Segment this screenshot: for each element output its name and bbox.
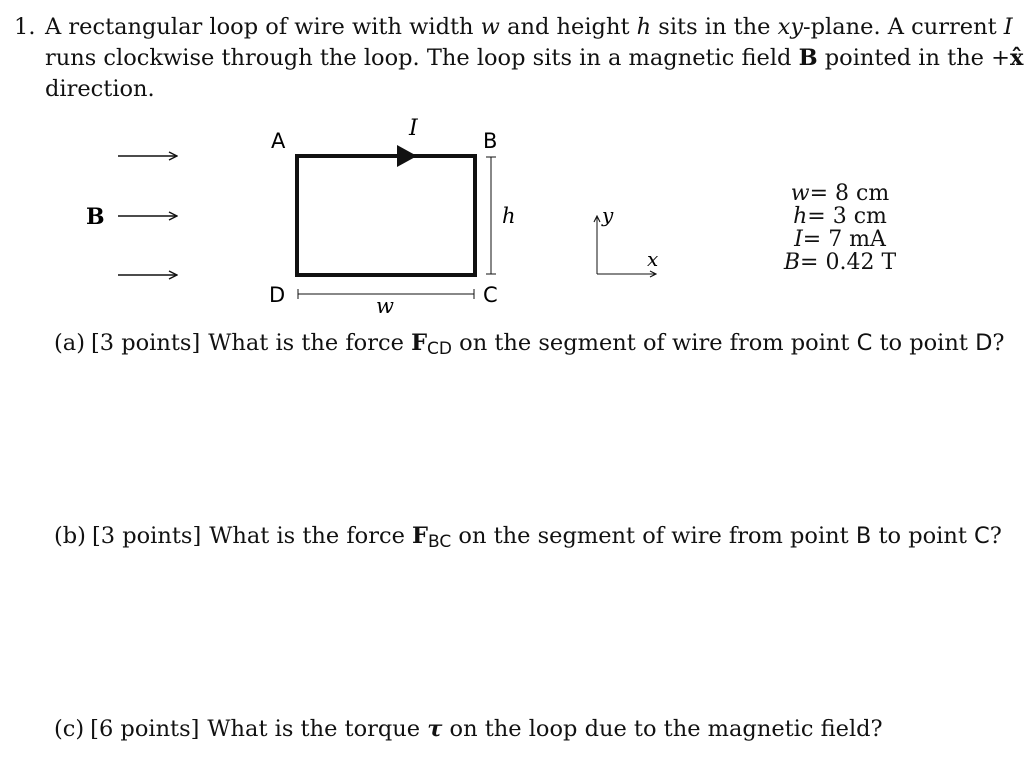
given-values — [770, 182, 910, 274]
x-axis-label: x — [647, 247, 659, 271]
height-dimension — [486, 157, 496, 274]
param-field: B = 0.42 T — [783, 250, 897, 275]
corner-label-b: B — [483, 129, 498, 153]
param-height: h = 3 cm — [793, 204, 887, 229]
question-c: (c) [6 points] What is the torque τ on the loop due to the magnetic field? — [54, 716, 883, 742]
current-direction-arrow — [397, 145, 417, 167]
param-current: I = 7 mA — [794, 227, 886, 252]
statement-line-2: runs clockwise through the loop. The loop sits in a magnetic field B pointed in the +x̂ — [45, 45, 1024, 71]
statement-line-1: A rectangular loop of wire with width w and height h sits in the xy-plane. A current I — [45, 14, 1013, 40]
corner-label-c: C — [483, 283, 498, 307]
field-label: B — [86, 204, 105, 230]
current-label: I — [409, 116, 418, 141]
corner-label-a: A — [271, 129, 286, 153]
wire-loop — [297, 156, 475, 275]
question-b: (b) [3 points] What is the force $F_{BC}$ on the segment of wire from point B to point C? — [54, 523, 1002, 552]
y-axis-label: y — [602, 203, 614, 227]
corner-label-d: D — [269, 283, 286, 307]
question-a: (a) [3 points] What is the force $F_{CD}$ on the segment of wire from point C to point D? — [54, 330, 1005, 359]
width-label: w — [376, 294, 394, 318]
statement-line-3: direction. — [45, 76, 155, 102]
problem-number: 1. — [14, 14, 36, 40]
height-label: h — [502, 204, 516, 228]
param-width: w = 8 cm — [790, 181, 890, 206]
